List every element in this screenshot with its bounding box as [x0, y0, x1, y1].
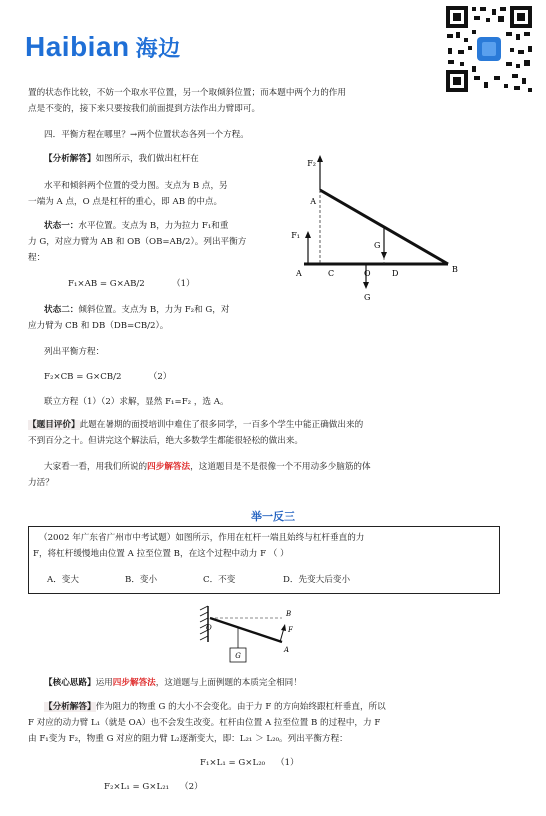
fig2-label-f: F: [288, 626, 293, 634]
brand-logo: [25, 29, 181, 64]
logo-chinese: 海边: [135, 37, 181, 62]
label-a-top: A: [310, 197, 316, 206]
section-title: 举一反三: [251, 510, 295, 523]
exercise-line-2: F，将杠杆缓慢地由位置 A 拉至位置 B，在这个过程中动力 F （ ）: [33, 549, 289, 559]
core-idea: 【核心思路】运用四步解答法，这道题与上面例题的本质完全相同！: [44, 678, 302, 688]
state-1-label: 状态一：: [44, 221, 79, 231]
conclusion: 联立方程（1）（2）求解，显然 F₁=F₂ ，选 A。: [44, 397, 229, 407]
state-2-line-2: 应力臂为 CB 和 DB（DB=CB/2）。: [28, 321, 169, 331]
option-b: B．变小: [125, 575, 158, 585]
label-f2: F₂: [307, 159, 316, 168]
label-c: C: [328, 269, 335, 278]
fig2-label-a: A: [284, 646, 290, 654]
comment-label: 【题目评价】: [28, 420, 80, 430]
state-2-line-3: 列出平衡方程：: [44, 347, 105, 357]
fig2-label-o: O: [206, 624, 212, 632]
label-b: B: [452, 265, 458, 274]
comment-line-2: 不到百分之十。但讲完这个解法后，绝大多数学生都能很轻松的做出来。: [28, 436, 304, 446]
analysis-2-line-1: 【分析解答】作为阻力的物重 G 的大小不会变化。由于力 F 的方向始终跟杠杆垂直，所以: [44, 702, 386, 712]
state-2-line-1: 状态二：倾斜位置。支点为 B，力为 F₂和 G，对: [44, 305, 230, 315]
four-step-method: 四步解答法: [147, 462, 191, 472]
analysis-2-label: 【分析解答】: [44, 702, 96, 712]
option-c: C．不变: [203, 575, 236, 585]
equation-1: F₁×AB = G×AB/2 （1）: [68, 279, 195, 289]
intro-line-2: 点是不变的，接下来只要按我们前面提到方法作出力臂即可。: [28, 104, 261, 114]
exercise-box: [28, 526, 500, 594]
step-four: 四．平衡方程在哪里？→两个位置状态各列一个方程。: [44, 130, 249, 140]
equation-4: F₂×L₁ = G×L₂₁ （2）: [104, 782, 203, 792]
comment-line-1: 【题目评价】此题在暑期的面授培训中难住了很多同学，一百多个学生中能正确做出来的: [28, 420, 364, 430]
analysis-label: 【分析解答】: [44, 154, 96, 164]
fig2-label-g: G: [235, 652, 241, 660]
state-2-label: 状态二：: [44, 305, 79, 315]
state-1-line-2: 力 G，对应力臂为 AB 和 OB（OB=AB/2）。列出平衡方: [28, 237, 247, 247]
analysis-1-line-3: 一端为 A 点，O 点是杠杆的重心，即 AB 的中点。: [28, 197, 223, 207]
remark-line-2: 力活？: [28, 478, 54, 488]
label-g-2: G: [364, 293, 371, 302]
equation-2: F₂×CB = G×CB/2 （2）: [44, 372, 172, 382]
option-a: A．变大: [47, 575, 79, 585]
four-step-method-2: 四步解答法: [112, 678, 156, 688]
analysis-1-line-2: 水平和倾斜两个位置的受力图。支点为 B 点，另: [44, 181, 228, 191]
analysis-1-line-1: 【分析解答】如图所示，我们做出杠杆在: [44, 154, 199, 164]
equation-3: F₁×L₁ = G×L₂₀ （1）: [200, 758, 299, 768]
label-d: D: [392, 269, 399, 278]
exercise-line-1: （2002 年广东省广州市中考试题）如图所示，作用在杠杆一端且始终与杠杆垂直的力: [39, 533, 365, 543]
analysis-2-line-3: 由 F₁变为 F₂，物重 G 对应的阻力臂 L₂逐渐变大，即：L₂₁ ＞ L₂₀。列出平衡方程：: [28, 734, 348, 744]
state-1-line-3: 程：: [28, 253, 46, 263]
core-label: 【核心思路】: [44, 678, 96, 688]
fig2-label-b: B: [286, 610, 292, 618]
remark-line-1: 大家看一看，用我们所说的四步解答法，这道题目是不是很像一个不用动多少脑筋的体: [44, 462, 371, 472]
option-d: D．先变大后变小: [283, 575, 351, 585]
lever-diagram-1: [286, 150, 466, 305]
analysis-2-line-2: F 对应的动力臂 L₁（就是 OA）也不会发生改变。杠杆由位置 A 拉至位置 B 的过程中，力 F: [28, 718, 381, 728]
logo-text: Haibian: [25, 31, 130, 62]
lever-position-a: [210, 618, 282, 642]
lever-diagram-2: [196, 602, 306, 666]
intro-line-1: 置的状态作比较，不妨一个取水平位置，另一个取倾斜位置；而本题中两个力的作用: [28, 88, 346, 98]
label-g-1: G: [374, 241, 381, 250]
label-f1: F₁: [291, 231, 300, 240]
state-1-line-1: 状态一：水平位置。支点为 B，力为拉力 F₁和重: [44, 221, 229, 231]
label-o: O: [364, 269, 371, 278]
label-a: A: [296, 269, 302, 278]
qr-code-icon: [444, 4, 534, 94]
